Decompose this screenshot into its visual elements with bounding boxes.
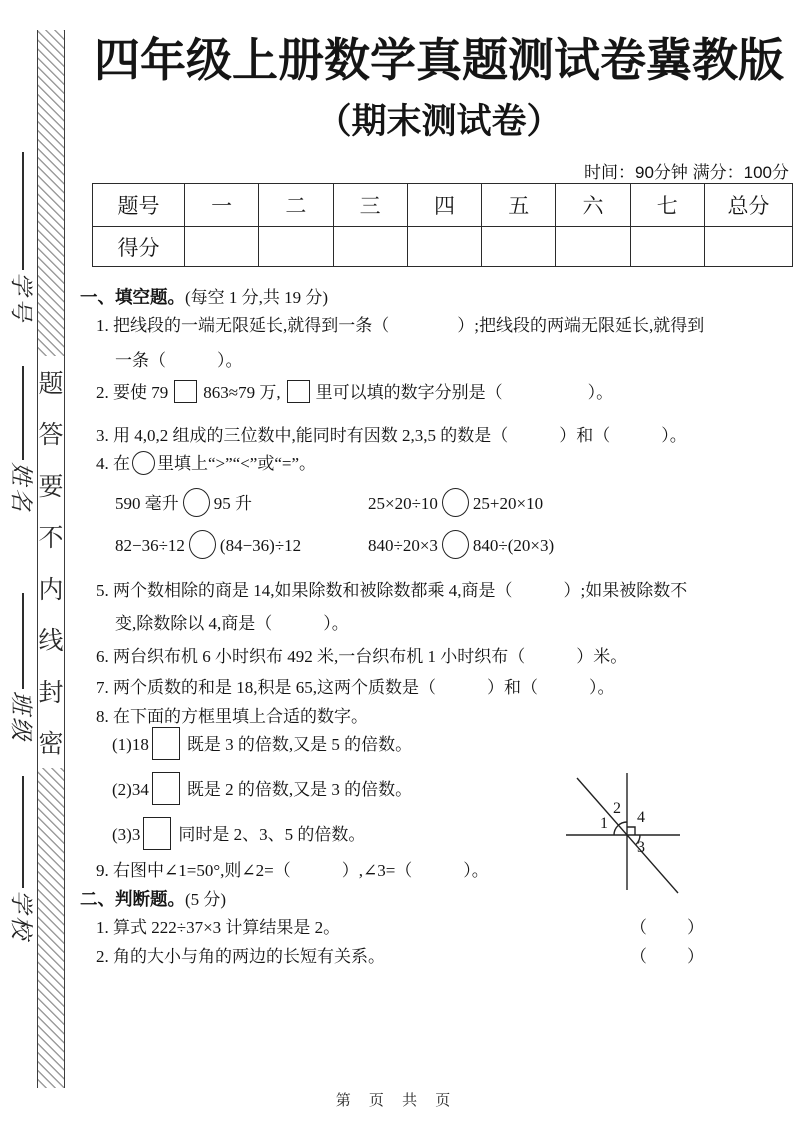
item-text: 既是 2 的倍数,又是 3 的倍数。	[186, 780, 413, 799]
seal-char: 内	[38, 575, 64, 604]
score-cell	[259, 227, 333, 267]
question-5-line-2: 变,除数除以 4,商是（ ）。	[115, 614, 349, 633]
score-col-header: 二	[259, 184, 333, 227]
section-2-note: (5 分)	[185, 890, 227, 909]
score-col-header: 四	[407, 184, 481, 227]
question-3: 3. 用 4,0,2 组成的三位数中,能同时有因数 2,3,5 的数是（ ）和（ ）。	[96, 426, 687, 445]
item-text: 既是 3 的倍数,又是 5 的倍数。	[186, 735, 413, 754]
student-field-class	[8, 593, 38, 743]
angle-diagram	[552, 758, 697, 903]
angle-label-4: 4	[637, 809, 645, 826]
expression-right: 95 升	[213, 494, 252, 513]
seal-char: 线	[38, 627, 64, 656]
section-2-title: 二、判断题。	[80, 889, 185, 909]
score-cell	[704, 227, 792, 267]
hatch-pattern-bottom	[38, 768, 64, 1088]
page-subtitle: （期末测试卷）	[316, 102, 562, 141]
question-8-item-2	[112, 772, 412, 805]
question-4-text: 里填上“>”“<”或“=”。	[157, 454, 317, 473]
seal-char: 不	[38, 524, 64, 553]
question-4-item-4	[368, 530, 554, 559]
score-col-header: 五	[482, 184, 556, 227]
expression-left: 82−36÷12	[115, 536, 185, 555]
score-cell	[482, 227, 556, 267]
question-1-line-2: 一条（ ）。	[115, 351, 243, 370]
compare-circle	[189, 530, 216, 559]
score-table-score-row	[93, 227, 793, 267]
field-label-student-number: 学号	[8, 272, 34, 324]
question-6: 6. 两台织布机 6 小时织布 492 米,一台织布机 1 小时织布（ ）米。	[96, 647, 628, 666]
angle-label-2: 2	[613, 800, 621, 817]
item-text: 同时是 2、3、5 的倍数。	[178, 825, 366, 844]
blank-box	[152, 727, 180, 760]
angle-label-3: 3	[637, 839, 645, 856]
blank-box	[152, 772, 180, 805]
student-field-name	[8, 366, 38, 514]
blank-circle	[132, 451, 155, 475]
seal-strip	[37, 30, 65, 1088]
judge-item-2: 2. 角的大小与角的两边的长短有关系。	[96, 947, 385, 966]
item-prefix: (1)18	[112, 735, 149, 754]
blank-box	[287, 380, 310, 403]
question-9: 9. 右图中∠1=50°,则∠2=（ ）,∠3=（ ）。	[96, 861, 489, 880]
question-2-text: 863≈79 万,	[203, 383, 281, 402]
right-angle-mark	[627, 827, 635, 835]
seal-char: 要	[38, 472, 64, 501]
judge-answer-2: （ ）	[630, 947, 706, 966]
expression-left: 590 毫升	[115, 494, 179, 513]
field-label-name: 姓名	[8, 462, 34, 514]
question-4-item-2	[368, 488, 543, 517]
question-2-text: 2. 要使 79	[96, 383, 169, 402]
score-table-header-row	[93, 184, 793, 227]
hatch-pattern-top	[38, 30, 64, 356]
question-8-item-3	[112, 817, 365, 850]
question-8: 8. 在下面的方框里填上合适的数字。	[96, 707, 368, 726]
question-4-item-1	[115, 488, 252, 517]
seal-char: 密	[38, 729, 64, 758]
score-col-header: 三	[333, 184, 407, 227]
student-field-school	[8, 776, 38, 942]
compare-circle	[442, 530, 469, 559]
page-title: 四年级上册数学真题测试卷冀教版	[94, 34, 784, 86]
blank-line	[22, 152, 24, 270]
section-1-note: (每空 1 分,共 19 分)	[185, 288, 329, 307]
blank-line	[22, 593, 24, 689]
score-cell	[185, 227, 259, 267]
field-label-class: 班级	[8, 691, 34, 743]
expression-left: 840÷20×3	[368, 536, 438, 555]
expression-left: 25×20÷10	[368, 494, 438, 513]
score-row-label: 得分	[93, 227, 185, 267]
score-col-header: 六	[556, 184, 630, 227]
score-cell	[333, 227, 407, 267]
blank-line	[22, 776, 24, 888]
blank-line	[22, 366, 24, 460]
item-prefix: (2)34	[112, 780, 149, 799]
score-cell	[407, 227, 481, 267]
field-label-school: 学校	[8, 890, 34, 942]
section-1-title: 一、填空题。	[80, 287, 185, 307]
blank-box	[174, 380, 197, 403]
question-1-line-1: 1. 把线段的一端无限延长,就得到一条（ ）;把线段的两端无限延长,就得到	[96, 316, 705, 335]
compare-circle	[183, 488, 210, 517]
score-col-header: 七	[630, 184, 704, 227]
expression-right: 840÷(20×3)	[472, 536, 555, 555]
question-2	[96, 378, 613, 403]
question-7: 7. 两个质数的和是 18,积是 65,这两个质数是（ ）和（ ）。	[96, 678, 615, 697]
section-2-heading	[80, 885, 226, 911]
expression-right: 25+20×10	[472, 494, 544, 513]
question-2-text: 里可以填的数字分别是（ ）。	[315, 383, 614, 402]
expression-right: (84−36)÷12	[219, 536, 302, 555]
score-table	[92, 183, 793, 267]
score-cell	[556, 227, 630, 267]
seal-char: 题	[38, 370, 64, 398]
exam-meta: 时间：90分钟 满分：100分	[584, 163, 789, 182]
score-cell	[630, 227, 704, 267]
student-field-number	[8, 152, 38, 324]
question-4-item-3	[115, 530, 301, 559]
question-5-line-1: 5. 两个数相除的商是 14,如果除数和被除数都乘 4,商是（ ）;如果被除数不	[96, 581, 688, 600]
page-footer: 第 页 共 页	[335, 1092, 458, 1109]
score-col-header: 一	[185, 184, 259, 227]
seal-line-text	[38, 356, 64, 768]
score-col-header: 题号	[93, 184, 185, 227]
judge-item-1: 1. 算式 222÷37×3 计算结果是 2。	[96, 918, 341, 937]
angle-label-1: 1	[600, 815, 608, 832]
question-4-text: 4. 在	[96, 454, 130, 473]
seal-char: 封	[38, 678, 64, 707]
blank-box	[143, 817, 171, 850]
question-8-item-1	[112, 727, 412, 760]
section-1-heading	[80, 283, 328, 309]
question-4	[96, 449, 316, 475]
judge-answer-1: （ ）	[630, 918, 706, 937]
compare-circle	[442, 488, 469, 517]
score-col-header: 总分	[704, 184, 792, 227]
seal-char: 答	[38, 421, 64, 450]
item-prefix: (3)3	[112, 825, 141, 844]
